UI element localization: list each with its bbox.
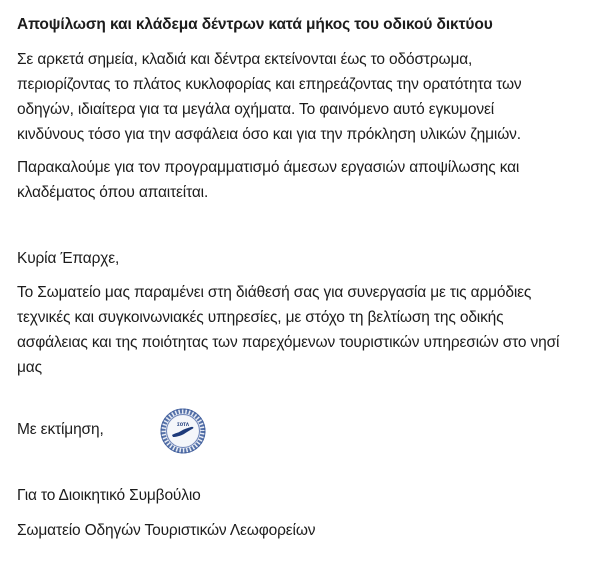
text-line: μας bbox=[17, 359, 42, 376]
text-line: Παρακαλούμε για τον προγραμματισμό άμεσων εργασιών αποψίλωσης και bbox=[17, 159, 520, 176]
paragraph-issue-description bbox=[17, 47, 522, 147]
signoff-board bbox=[17, 483, 201, 508]
salutation bbox=[17, 246, 119, 271]
signoff-organization bbox=[17, 518, 315, 543]
closing-text: Με εκτίμηση, bbox=[17, 421, 104, 438]
signoff-board-text: Για το Διοικητικό Συμβούλιο bbox=[17, 487, 201, 504]
svg-text:ΣΟΤΛ: ΣΟΤΛ bbox=[177, 422, 189, 427]
text-line: τεχνικές και συγκοινωνιακές υπηρεσίες, με στόχο τη βελτίωση της οδικής bbox=[17, 309, 504, 326]
text-line: κλαδέματος όπου απαιτείται. bbox=[17, 184, 209, 201]
signoff-organization-text: Σωματείο Οδηγών Τουριστικών Λεωφορείων bbox=[17, 522, 316, 539]
letter-heading: Αποψίλωση και κλάδεμα δέντρων κατά μήκος του οδικού δικτύου bbox=[17, 16, 493, 33]
closing bbox=[17, 417, 104, 442]
text-line: οδηγών, ιδιαίτερα για τα μεγάλα οχήματα. Το φαινόμενο αυτό εγκυμονεί bbox=[17, 101, 494, 118]
text-line: κινδύνους τόσο για την ασφάλεια όσο και για την πρόκληση υλικών ζημιών. bbox=[17, 126, 521, 143]
salutation-text: Κυρία Έπαρχε, bbox=[17, 250, 120, 267]
text-line: Το Σωματείο μας παραμένει στη διάθεσή σας για συνεργασία με τις αρμόδιες bbox=[17, 284, 532, 301]
text-line: Σε αρκετά σημεία, κλαδιά και δέντρα εκτείνονται έως το οδόστρωμα, bbox=[17, 51, 473, 68]
union-emblem-icon bbox=[160, 408, 206, 454]
text-line: ασφάλειας και της ποιότητας των παρεχόμενων τουριστικών υπηρεσιών στο νησί bbox=[17, 334, 560, 351]
paragraph-request bbox=[17, 155, 519, 205]
paragraph-cooperation bbox=[17, 280, 559, 380]
text-line: περιορίζοντας το πλάτος κυκλοφορίας και επηρεάζοντας την ορατότητα των bbox=[17, 76, 522, 93]
